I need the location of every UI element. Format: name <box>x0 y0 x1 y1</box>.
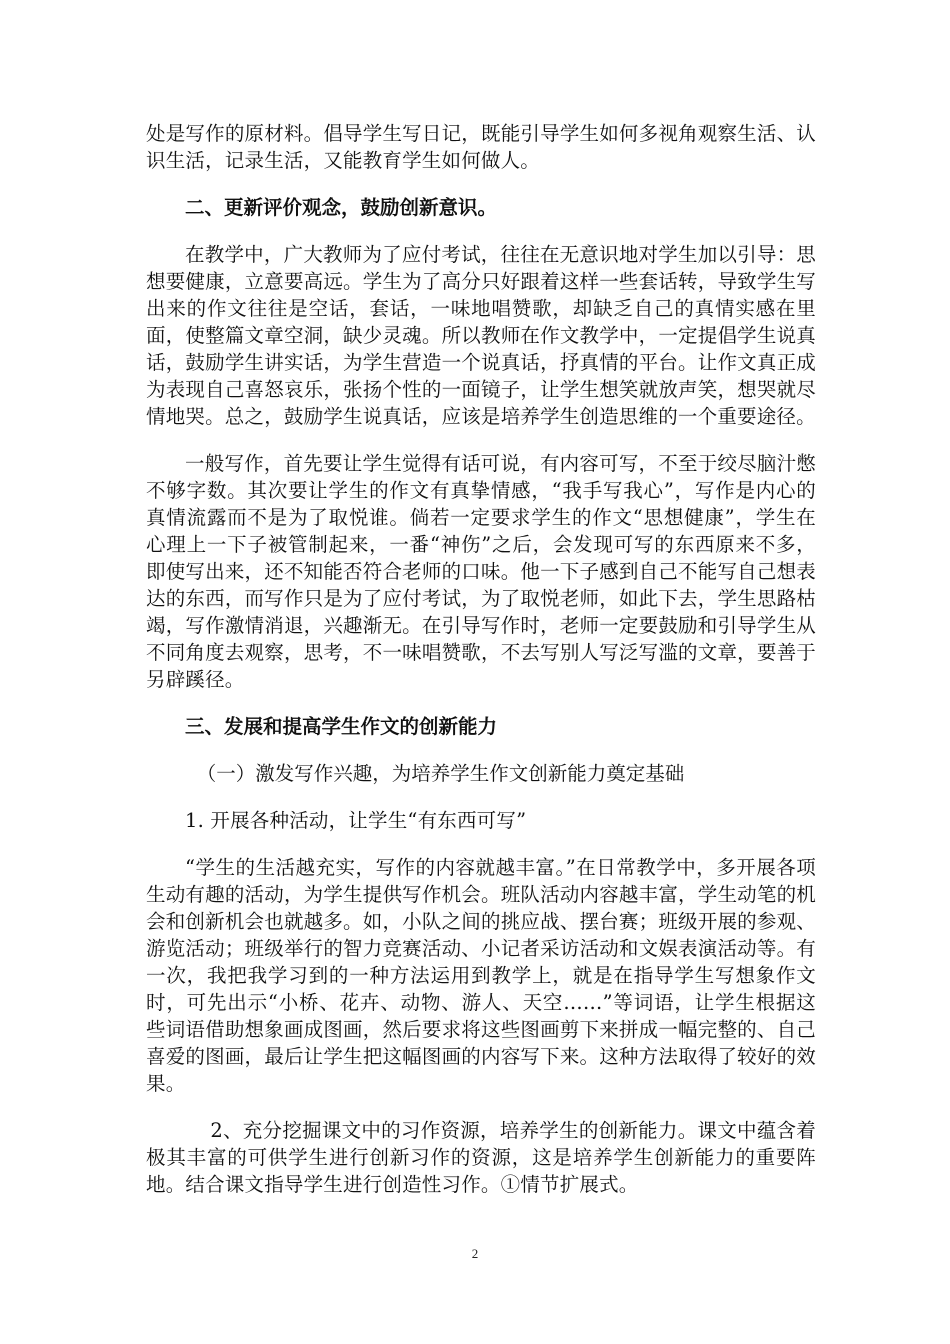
paragraph-textbook-resources: 2、充分挖掘课文中的习作资源，培养学生的创新能力。课文中蕴含着极其丰富的可供学生进行创新习作的资源，这是培养学生创新能力的重要阵地。结合课文指导学生进行创造性习作。①情节扩展式。 <box>146 1119 816 1196</box>
item-heading-1: 1. 开展各种活动，让学生“有东西可写” <box>185 809 527 832</box>
section-heading-3: 三、发展和提高学生作文的创新能力 <box>185 715 498 738</box>
section-heading-2: 二、更新评价观念，鼓励创新意识。 <box>185 196 498 219</box>
document-body <box>146 120 816 1198</box>
paragraph-evaluation: 在教学中，广大教师为了应付考试，往往在无意识地对学生加以引导：思想要健康，立意要高远。学生为了高分只好跟着这样一些套话转，导致学生写出来的作文往往是空话，套话，一味地唱赞歌，却缺乏自己的真情实感在里面，使整篇文章空洞，缺少灵魂。所以教师在作文教学中，一定提倡学生说真话，鼓励学生讲实话，为学生营造一个说真话，抒真情的平台。让作文真正成为表现自己喜怒哀乐，张扬个性的一面镜子，让学生想笑就放声笑，想哭就尽情地哭。总之，鼓励学生说真话，应该是培养学生创造思维的一个重要途径。 <box>146 243 816 428</box>
subsection-heading-1: （一）激发写作兴趣，为培养学生作文创新能力奠定基础 <box>196 762 685 785</box>
paragraph-writing-general: 一般写作，首先要让学生觉得有话可说，有内容可写，不至于绞尽脑汁憋不够字数。其次要让学生的作文有真挚情感，“我手写我心”，写作是内心的真情流露而不是为了取悦谁。倘若一定要求学生的作文“思想健康”，学生在心理上一下子被管制起来，一番“神伤”之后，会发现可写的东西原来不多，即使写出来，还不知能否符合老师的口味。他一下子感到自己不能写自己想表达的东西，而写作只是为了应付考试，为了取悦老师，如此下去，学生思路枯竭，写作激情消退，兴趣渐无。在引导写作时，老师一定要鼓励和引导学生从不同角度去观察，思考，不一味唱赞歌，不去写别人写泛写滥的文章，要善于另辟蹊径。 <box>146 452 816 691</box>
paragraph-activities: “学生的生活越充实，写作的内容就越丰富。”在日常教学中，多开展各项生动有趣的活动，为学生提供写作机会。班队活动内容越丰富，学生动笔的机会和创新机会也就越多。如，小队之间的挑应战、摆台赛；班级开展的参观、游览活动；班级举行的智力竞赛活动、小记者采访活动和文娱表演活动等。有一次，我把我学习到的一种方法运用到教学上，就是在指导学生写想象作文时，可先出示“小桥、花卉、动物、游人、天空……”等词语，让学生根据这些词语借助想象画成图画，然后要求将这些图画剪下来拼成一幅完整的、自己喜爱的图画，最后让学生把这幅图画的内容写下来。这种方法取得了较好的效果。 <box>146 856 816 1095</box>
page-number: 2 <box>471 1246 479 1261</box>
paragraph-continuation: 处是写作的原材料。倡导学生写日记，既能引导学生如何多视角观察生活、认识生活，记录生活，又能教育学生如何做人。 <box>146 122 816 172</box>
